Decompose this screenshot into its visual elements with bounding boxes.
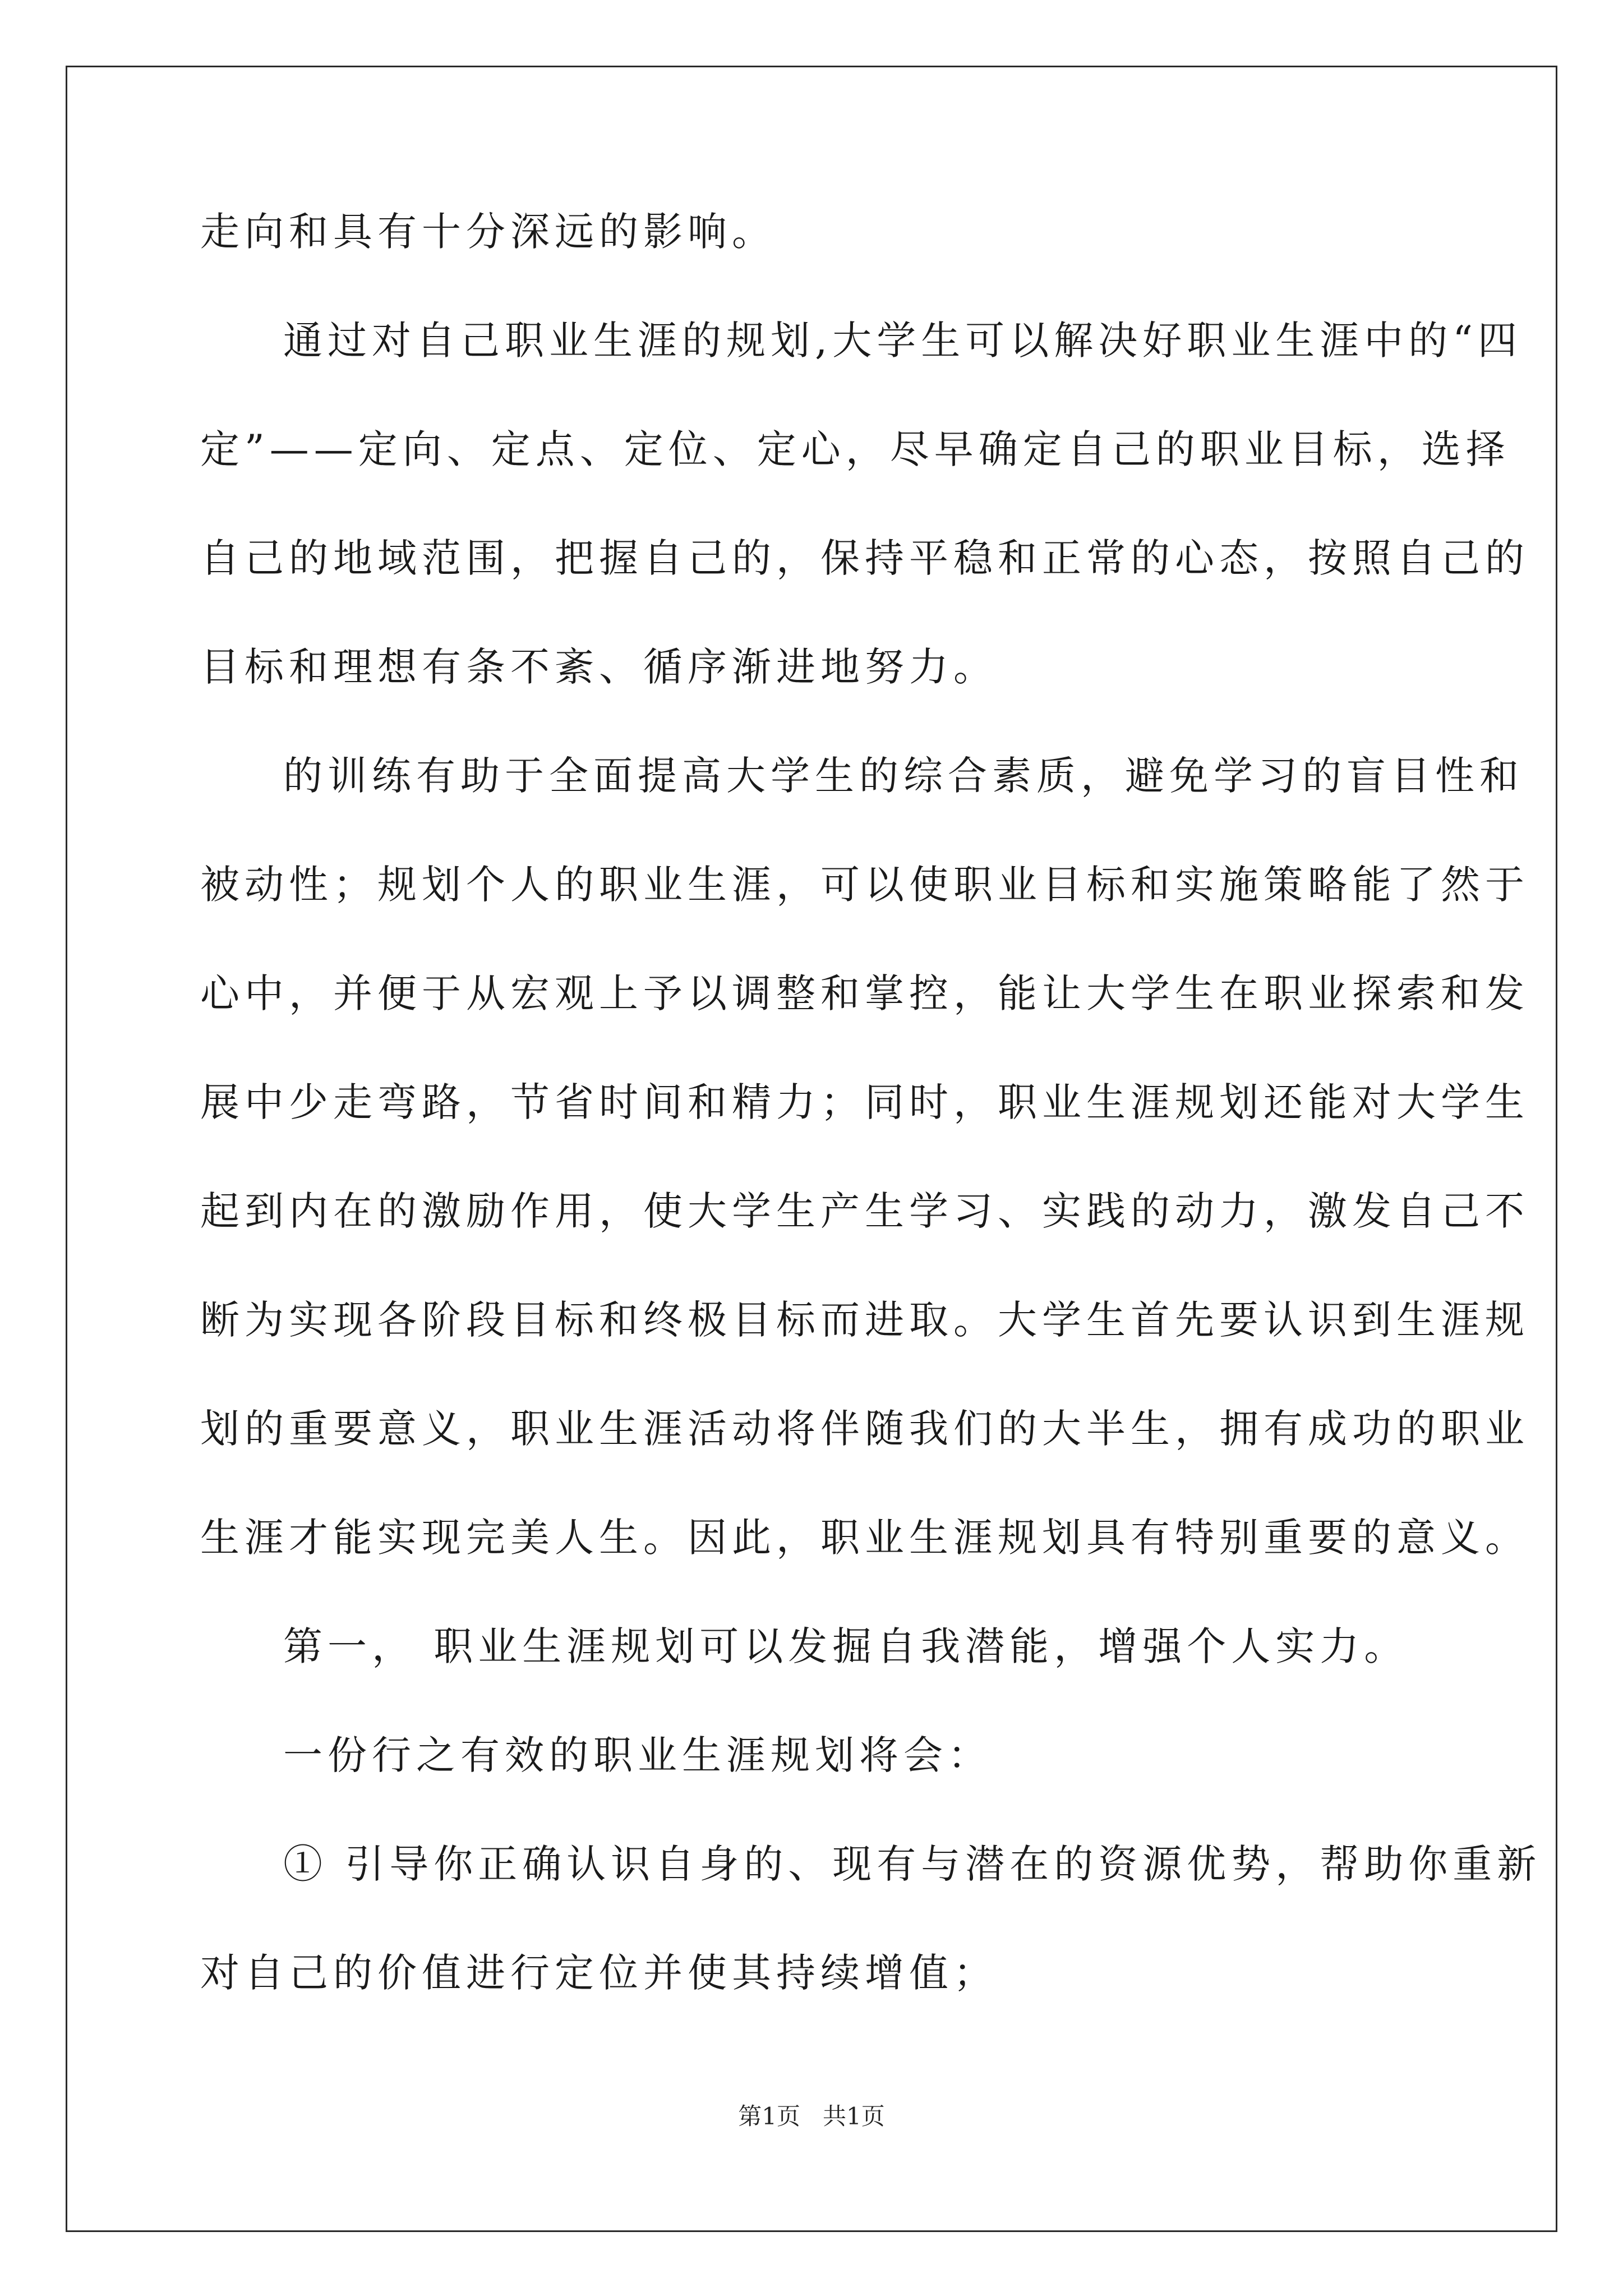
text-line: 第一， 职业生涯规划可以发掘自我潜能，增强个人实力。 xyxy=(283,1623,1409,1669)
text-line: 心中，并便于从宏观上予以调整和掌控，能让大学生在职业探索和发 xyxy=(200,970,1529,1016)
text-line: 生涯才能实现完美人生。因此，职业生涯规划具有特别重要的意义。 xyxy=(200,1515,1529,1561)
text-line: 断为实现各阶段目标和终极目标而进取。大学生首先要认识到生涯规 xyxy=(200,1297,1529,1343)
page-footer: 第1页 共1页 xyxy=(738,2102,885,2130)
text-line: 对自己的价值进行定位并使其持续增值； xyxy=(200,1950,998,1996)
text-line: 划的重要意义，职业生涯活动将伴随我们的大半生，拥有成功的职业 xyxy=(200,1406,1529,1452)
document-body xyxy=(200,209,1542,2062)
text-line: 一份行之有效的职业生涯规划将会： xyxy=(283,1732,992,1778)
text-line: 的训练有助于全面提高大学生的综合素质，避免学习的盲目性和 xyxy=(283,753,1524,799)
text-line: 被动性；规划个人的职业生涯，可以使职业目标和实施策略能了然于 xyxy=(200,862,1529,908)
text-line: 展中少走弯路，节省时间和精力；同时，职业生涯规划还能对大学生 xyxy=(200,1079,1529,1125)
text-line: 自己的地域范围，把握自己的，保持平稳和正常的心态，按照自己的 xyxy=(200,535,1529,581)
text-line: 目标和理想有条不紊、循序渐进地努力。 xyxy=(200,644,998,690)
text-line: 走向和具有十分深远的影响。 xyxy=(200,209,776,255)
text-line: 通过对自己职业生涯的规划,大学生可以解决好职业生涯中的“四 xyxy=(283,318,1523,364)
text-line: ① 引导你正确认识自身的、现有与潜在的资源优势，帮助你重新 xyxy=(283,1841,1542,1887)
text-line: 定”——定向、定点、定位、定心，尽早确定自己的职业目标，选择 xyxy=(200,426,1510,472)
text-line: 起到内在的激励作用，使大学生产生学习、实践的动力，激发自己不 xyxy=(200,1188,1529,1234)
